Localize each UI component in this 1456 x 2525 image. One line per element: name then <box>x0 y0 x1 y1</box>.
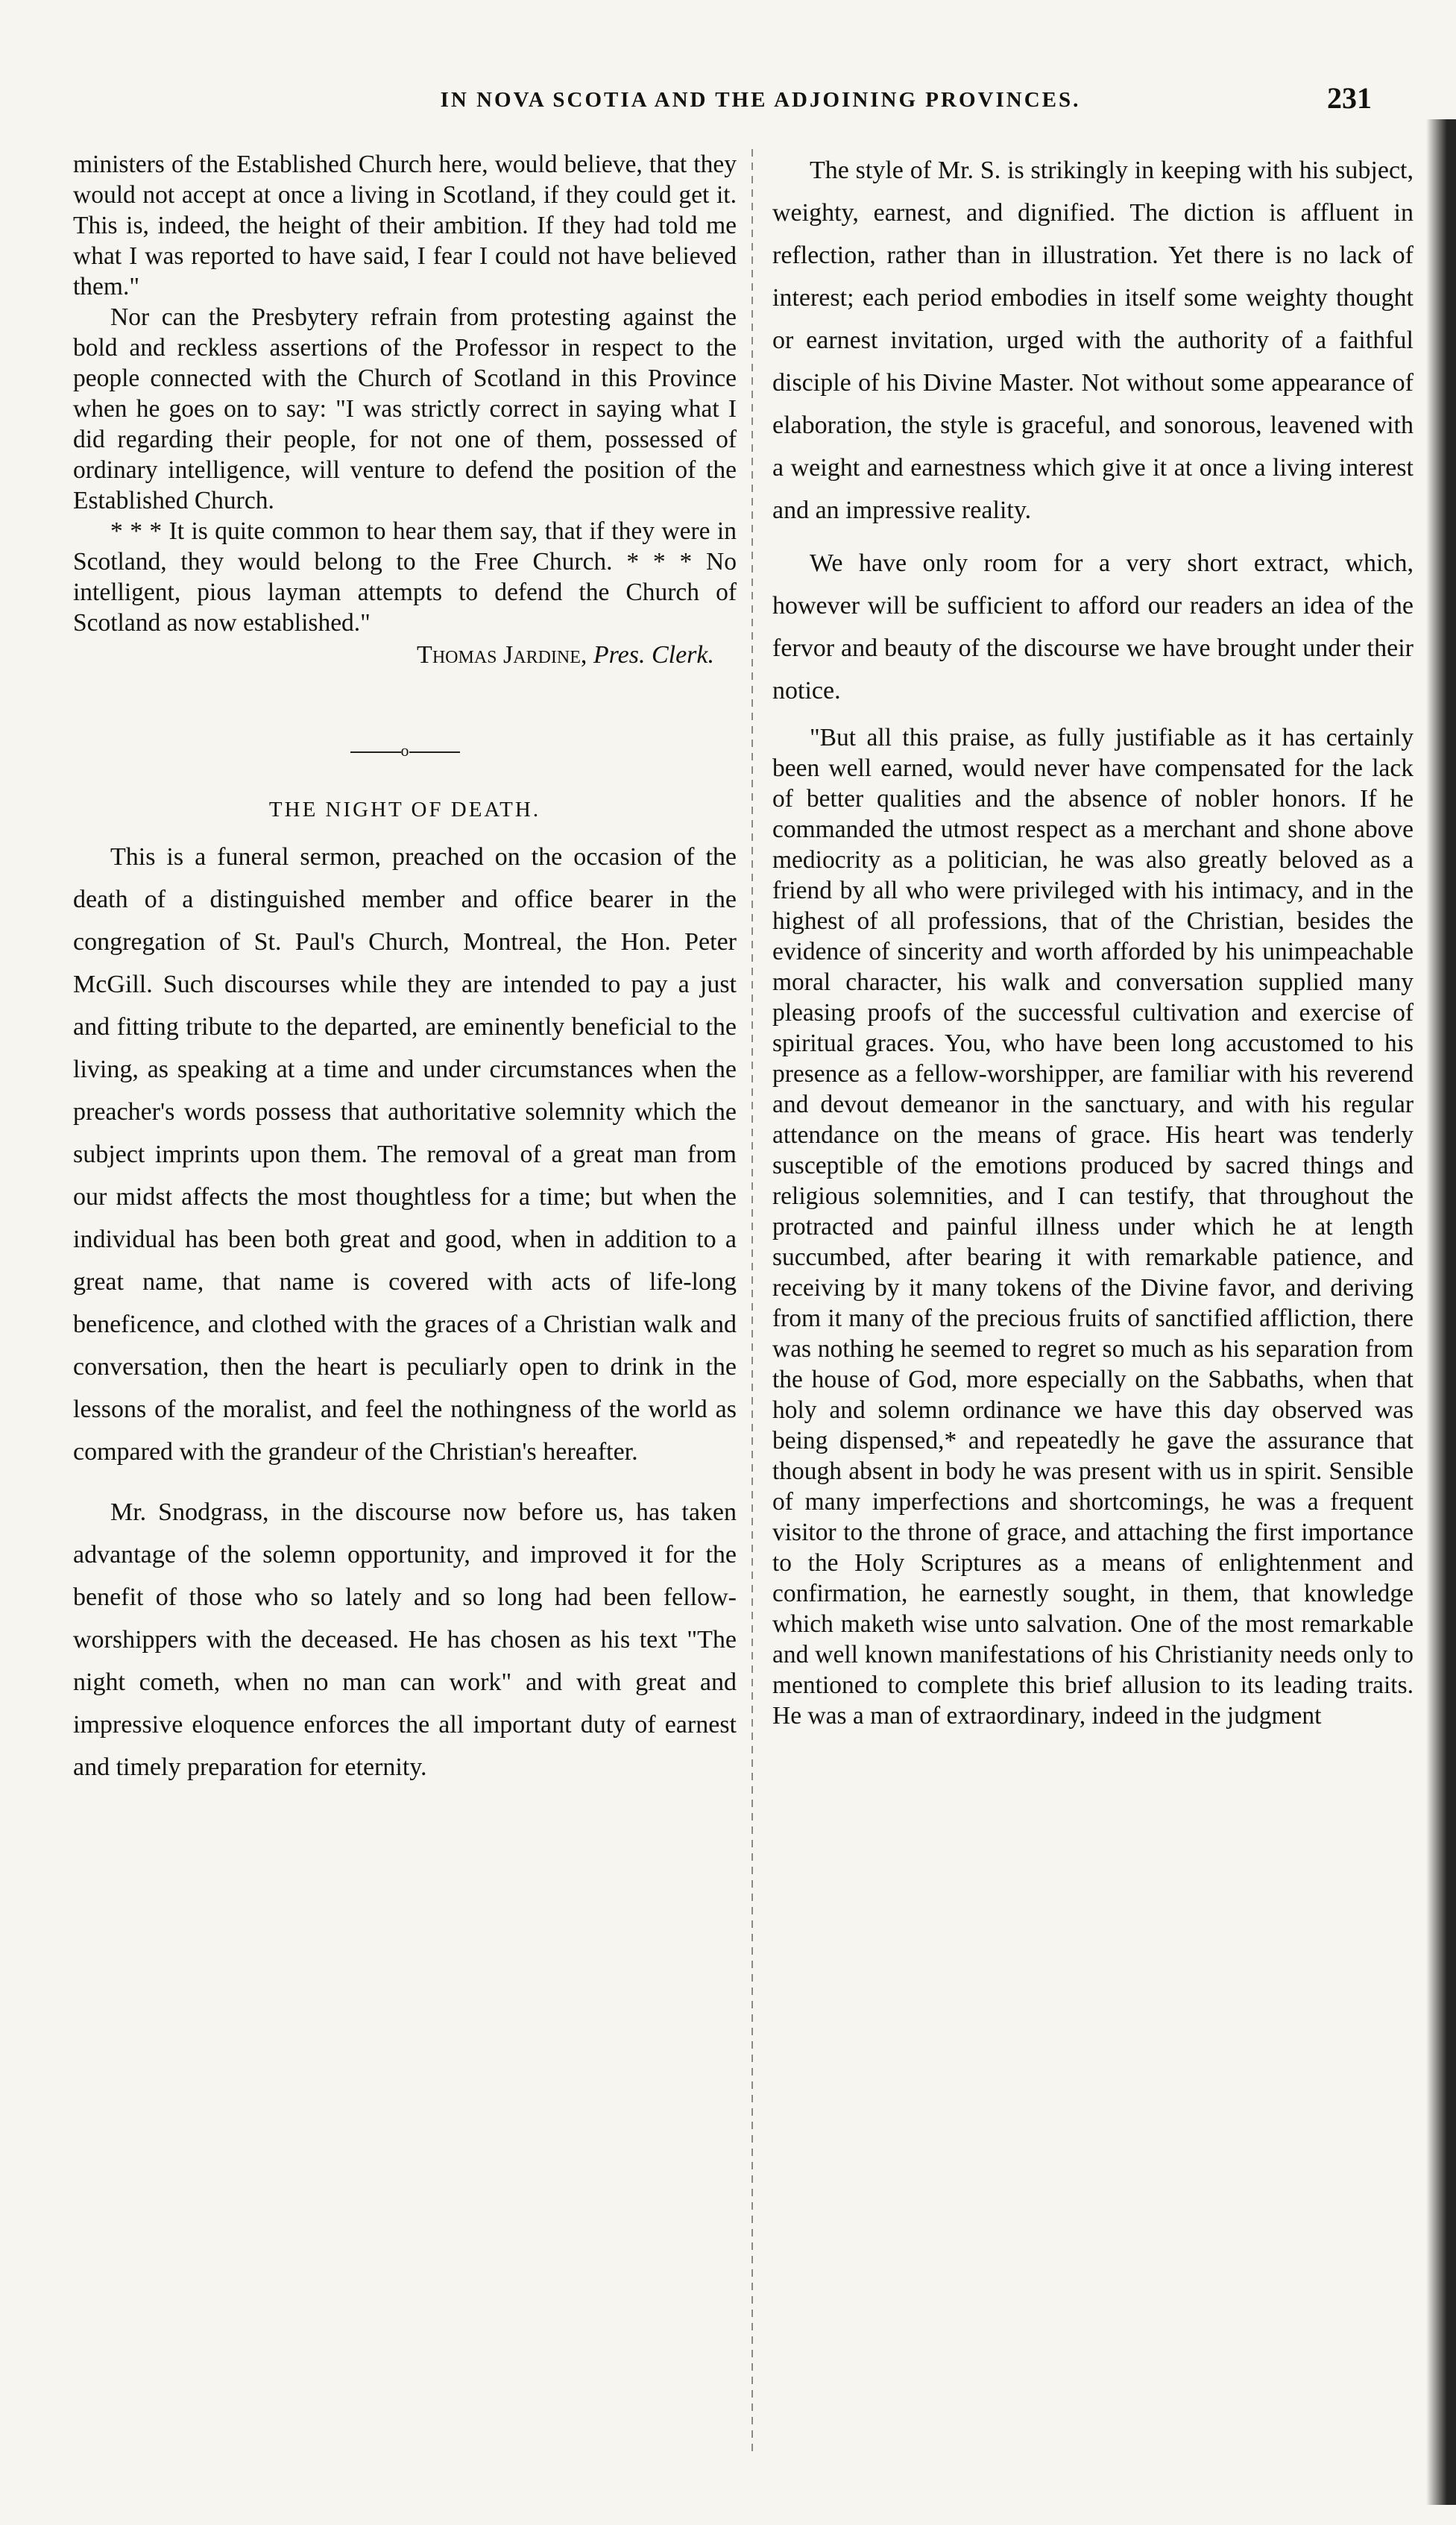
presbytery-protest: Nor can the Presbytery refrain from protesting against the bold and reckless assertions of the Professor in respect to the people connected with the Church of Scotland in this Province when he goes on to say: "I was strictly correct in saying what I did regarding their people, for not one of them, possessed of ordinary intelligence, will venture to defend the position of the Established Church. <box>73 303 737 514</box>
review-text-paragraph: Mr. Snodgrass, in the discourse now before us, has taken advantage of the solemn opportunity, and improved it for the benefit of those who so lately and so long had been fellow-worshippers with the deceased. He has chosen as his text "The night cometh, when no man can work" and with great and impressive eloquence enforces the all important duty of earnest and timely preparation for eternity. <box>73 1498 737 1781</box>
section-divider <box>73 741 737 760</box>
style-paragraph: The style of Mr. S. is strikingly in keeping with his subject, weighty, earnest, and dignified. The diction is affluent in reflection, rather than in illustration. Yet there is no lack of interest; each period embodies in itself some weighty thought or earnest invitation, urged with the authority of a faithful disciple of his Divine Master. Not without some appearance of elaboration, the style is graceful, and sonorous, leavened with a weight and earnestness which give it at once a living interest and an impressive reality. <box>772 157 1414 524</box>
review-intro-paragraph: This is a funeral sermon, preached on the occasion of the death of a distinguished member and office bearer in the congregation of St. Paul's Church, Montreal, the Hon. Peter McGill. Such discourses while they are intended to pay a just and fitting tribute to the departed, are eminently beneficial to the living, as speaking at a time and under circumstances when the preacher's words possess that authoritative solemnity which the subject imprints upon them. The removal of a great man from our midst affects the most thoughtless for a time; but when the individual has been both great and good, when in addition to a great name, that name is covered with acts of life-long beneficence, and clothed with the graces of a Christian walk and conversation, then the heart is peculiarly open to drink in the lessons of the moralist, and feel the nothingness of the world as compared with the grandeur of the Christian's hereafter. <box>73 843 737 1466</box>
signature-name: Thomas Jardine, <box>417 641 587 669</box>
left-column <box>73 149 737 1788</box>
running-head: IN NOVA SCOTIA AND THE ADJOINING PROVINCES. <box>440 88 1081 112</box>
page-number: 231 <box>1327 81 1372 115</box>
sermon-extract: "But all this praise, as fully justifiable as it has certainly been well earned, would never have compensated for the lack of better qualities and the absence of nobler honors. If he commanded the utmost respect as a merchant and shone above mediocrity as a politician, he was also greatly beloved as a friend by all who were privileged with his intimacy, and in the highest of all professions, that of the Christian, besides the evidence of sincerity and worth afforded by his unimpeachable moral character, his walk and conversation supplied many pleasing proofs of the successful cultivation and exercise of spiritual graces. You, who have been long accustomed to his presence as a fellow-worshipper, are familiar with his reverend and devout demeanor in the sanctuary, and with his regular attendance on the means of grace. His heart was tenderly susceptible of the emotions produced by sacred things and religious solemnities, and I can testify, that throughout the protracted and painful illness under which he at length succumbed, after bearing it with remarkable patience, and receiving by it many tokens of the Divine favor, and deriving from it many of the precious fruits of sanctified affliction, there was nothing he seemed to regret so much as his separation from the house of God, more especially on the Sabbaths, when that holy and solemn ordinance we have this day observed was being dispensed,* and repeatedly he gave the assurance that though absent in body he was present with us in spirit. Sensible of many imperfections and shortcomings, he was a frequent visitor to the throne of grace, and attaching the first importance to the Holy Scriptures as a means of enlightenment and confirmation, he earnestly sought, in them, that knowledge which maketh wise unto salvation. One of the most remarkable and well known manifestations of his Christianity needs only to mentioned to complete this brief allusion to its leading traits. He was a man of extraordinary, indeed in the judgment <box>772 724 1414 1730</box>
extract-intro-paragraph: We have only room for a very short extract, which, however will be sufficient to afford our readers an idea of the fervor and beauty of the discourse we have brought under their notice. <box>772 549 1414 704</box>
signature <box>73 641 737 669</box>
page-edge-shadow <box>1426 119 1456 2505</box>
right-column <box>772 149 1414 1731</box>
presbytery-quote-end: ministers of the Established Church here, would believe, that they would not accept at once a living in Scotland, if they could get it. This is, indeed, the height of their ambition. If they had told me what I was reported to have said, I fear I could not have believed them." <box>73 151 737 300</box>
divider-mark: o <box>400 741 409 760</box>
column-rule <box>751 149 753 2453</box>
presbytery-quote-continued: * * * It is quite common to hear them say, that if they were in Scotland, they would belong to the Free Church. * * * No intelligent, pious layman attempts to defend the Church of Scotland as now established." <box>73 517 737 637</box>
signature-title: Pres. Clerk. <box>593 641 714 669</box>
section-title: THE NIGHT OF DEATH. <box>268 798 541 822</box>
